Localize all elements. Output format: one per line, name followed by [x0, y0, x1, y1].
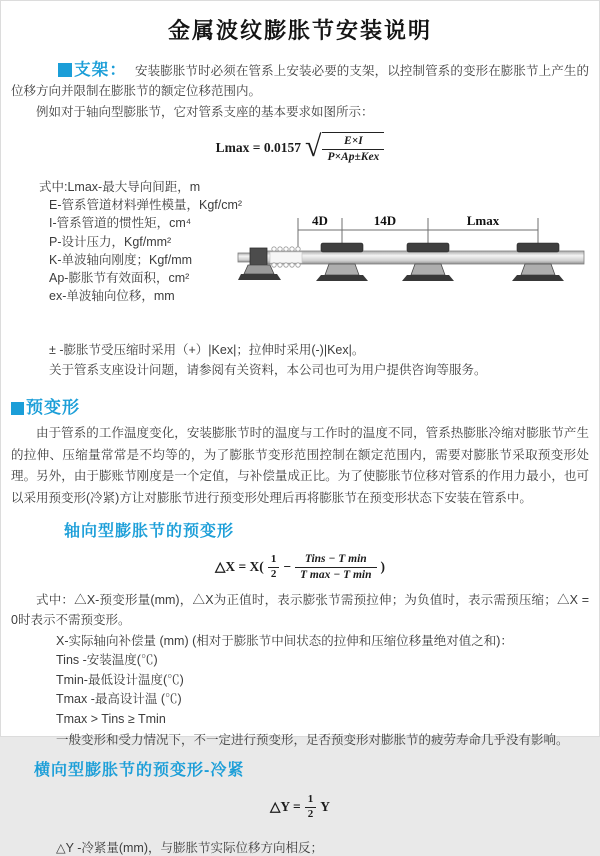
axial-formula-rhs: ) [380, 559, 386, 574]
temp-line: Tmin-最低设计温度(℃) [56, 672, 184, 687]
pipe-support-diagram [238, 208, 596, 304]
section-square-icon [11, 402, 24, 415]
lateral-formula-lhs: △Y = [270, 799, 301, 814]
x-definition-text: X-实际轴向补偿量 (mm) (相对于膨胀节中间状态的拉伸和压缩位移量绝对值之和)： [56, 634, 513, 648]
predeform-heading-label: 预变形 [26, 398, 80, 417]
lateral-subheading: 横向型膨胀节的预变形-冷紧 [34, 762, 245, 779]
kex-note: ± -膨胀节受压缩时采用（+）|Kex|；拉伸时采用(-)|Kex|。 [49, 343, 365, 357]
lmax-formula-numerator: E×I [344, 134, 363, 147]
axial-explain-text: 式中：△X-预变形量(mm)，△X为正值时，表示膨张节需预拉伸；为负值时，表示需预压缩；△X = 0时表示不需预变形。 [11, 593, 589, 627]
definitions-and-diagram [1, 178, 599, 341]
bellows-icon [270, 247, 302, 267]
axial-formula-lhs: △X = X( [214, 559, 264, 574]
lateral-note-text: △Y -冷紧量(mm)，与膨胀节实际位移方向相反； [56, 841, 324, 855]
dim-label-lmax: Lmax [466, 213, 500, 228]
service-note: 关于管系支座设计问题，请参阅有关资料，本公司也可为用户提供咨询等服务。 [49, 362, 487, 377]
section-square-icon [58, 63, 72, 77]
definition-line: E-管系管道材料弹性模量，Kgf/cm² [49, 198, 243, 213]
axial-formula [1, 551, 599, 583]
pipe-body [266, 251, 584, 264]
lmax-formula [1, 131, 599, 165]
temp-line: Tins -安装温度(℃) [56, 653, 158, 667]
temp-line: Tmax -最高设计温 (℃) [56, 692, 182, 706]
page-title: 金属波纹膨胀节安装说明 [167, 18, 432, 43]
definition-line: P-设计压力，Kgf/mm² [49, 234, 172, 249]
definition-line: Ap-膨胀节有效面积，cm² [49, 271, 190, 286]
axial-subheading: 轴向型膨胀节的预变形 [64, 523, 235, 540]
support-heading: 支架： [74, 61, 127, 79]
one-half-fraction: $\frac{1}{2}$ [268, 553, 280, 582]
lateral-formula [1, 792, 599, 822]
definition-line: I-管系管道的惯性矩，cm⁴ [49, 216, 192, 231]
lmax-formula-lhs: Lmax = 0.0157 [215, 140, 301, 155]
definition-line: K-单波轴向刚度；Kgf/mm [49, 252, 193, 267]
lmax-formula-radicand [322, 132, 384, 165]
axial-note-text: 一般变形和受力情况下，不一定进行预变形，足否预变形对膨胀节的疲劳寿命几乎没有影响。 [56, 733, 569, 747]
definition-line: ex-单波轴向位移，mm [49, 289, 175, 304]
support-paragraph [11, 60, 589, 101]
temp-line: Tmax > Tins ≥ Tmin [56, 711, 166, 726]
predeform-heading [11, 393, 599, 418]
axial-formula-minus: − [283, 559, 292, 574]
dim-label-14d: 14D [373, 213, 397, 228]
sqrt-radical-sign: √ [305, 130, 322, 163]
one-half-fraction: $\frac{1}{2}$ [305, 793, 317, 822]
definition-line: 式中:Lmax-最大导向间距，m [39, 180, 201, 194]
support-intro-text: 安装膨胀节时必须在管系上安装必要的支架，以控制管系的变形在膨胀节上产生的位移方向并限制在膨胀节的额定位移范围内。 [11, 64, 589, 98]
predeform-body-text: 由于管系的工作温度变化，安装膨胀节时的温度与工作时的温度不同，管系热膨胀冷缩对膨胀节产生的拉伸、压缩量常常是不均等的，为了膨胀节变形范围控制在额定范围内，需要对膨胀节采取预变形处理。另外，由于膨账节刚度是一个定值，与补偿量成正比。为了使膨胀节位移对管系的作用力最小，也可以采用预变形(冷紧)方让对膨胀节进行预变形处理后再将膨胀节在预变形状态下安装在管系中。 [11, 426, 589, 505]
lmax-formula-denominator: P×Ap±Kex [322, 149, 384, 165]
dim-label-4d: 4D [312, 213, 328, 228]
lateral-formula-rhs: Y [320, 799, 330, 814]
support-example-text: 例如对于轴向型膨胀节，它对管系支座的基本要求如图所示： [36, 105, 374, 119]
temperature-fraction: $\frac{\text{Tins − T min}}{\text{T max − T min}}$ [295, 552, 377, 583]
